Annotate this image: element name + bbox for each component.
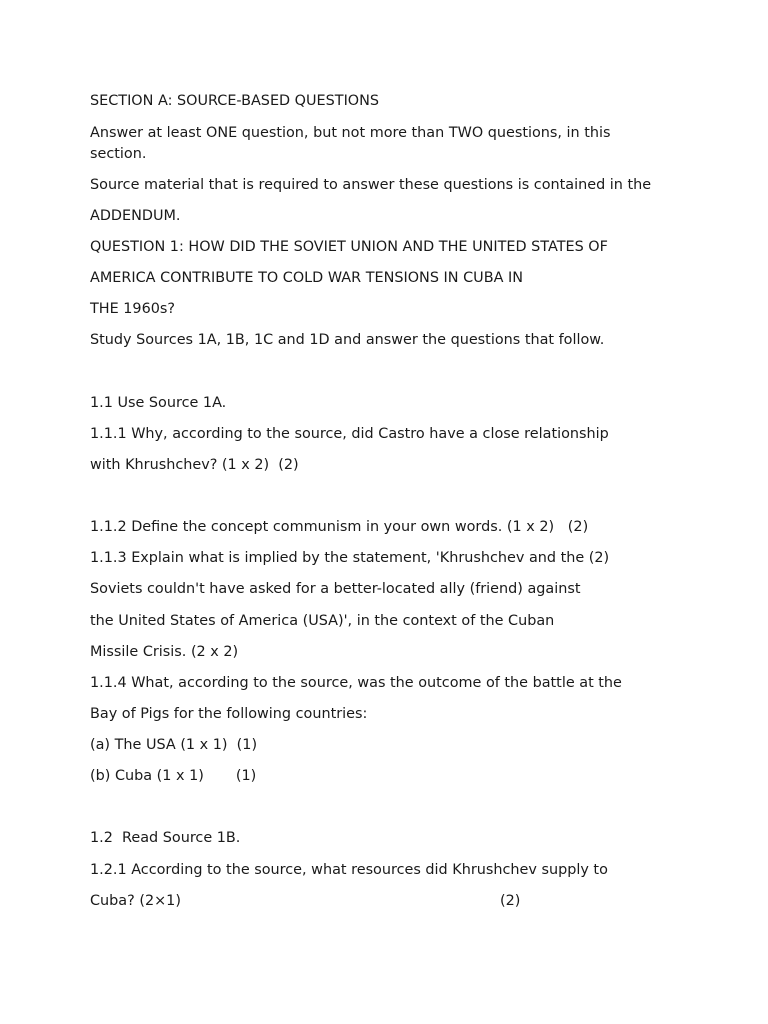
q1-1-3-line-3: the United States of America (USA)', in the context of the Cuban bbox=[90, 613, 555, 629]
source-note-line-2: ADDENDUM. bbox=[90, 208, 181, 224]
q1-1-1-line-2: with Khrushchev? (1 x 2) (2) bbox=[90, 457, 299, 473]
q1-1-4-line-2: Bay of Pigs for the following countries: bbox=[90, 706, 368, 722]
q1-2-1-line-1: 1.2.1 According to the source, what resources did Khrushchev supply to bbox=[90, 862, 608, 878]
study-instruction: Study Sources 1A, 1B, 1C and 1D and answer the questions that follow. bbox=[90, 332, 605, 348]
q1-2-1-line-2: Cuba? (2×1) bbox=[90, 893, 181, 909]
q1-2-1-mark: (2) bbox=[500, 893, 521, 909]
q1-1-1-line-1: 1.1.1 Why, according to the source, did Castro have a close relationship bbox=[90, 426, 609, 442]
question-title-line-3: THE 1960s? bbox=[90, 301, 176, 317]
q1-2-heading: 1.2 Read Source 1B. bbox=[90, 830, 241, 846]
q1-1-2: 1.1.2 Define the concept communism in your own words. (1 x 2) (2) bbox=[90, 519, 589, 535]
question-title-line-2: AMERICA CONTRIBUTE TO COLD WAR TENSIONS IN CUBA IN bbox=[90, 270, 523, 286]
q1-1-4-b: (b) Cuba (1 x 1) (1) bbox=[90, 768, 257, 784]
q1-1-3-line-1: 1.1.3 Explain what is implied by the statement, 'Khrushchev and the (2) bbox=[90, 550, 610, 566]
instructions-text: Answer at least ONE question, but not more than TWO questions, in this section. bbox=[90, 125, 611, 162]
q1-1-3-line-4: Missile Crisis. (2 x 2) bbox=[90, 644, 239, 660]
source-note-line-1: Source material that is required to answer these questions is contained in the bbox=[90, 177, 652, 193]
q1-1-heading: 1.1 Use Source 1A. bbox=[90, 395, 227, 411]
q1-1-3-line-2: Soviets couldn't have asked for a better-located ally (friend) against bbox=[90, 581, 581, 597]
section-heading: SECTION A: SOURCE-BASED QUESTIONS bbox=[90, 93, 380, 109]
q1-1-4-a: (a) The USA (1 x 1) (1) bbox=[90, 737, 258, 753]
q1-1-4-line-1: 1.1.4 What, according to the source, was the outcome of the battle at the bbox=[90, 675, 622, 691]
question-title-line-1: QUESTION 1: HOW DID THE SOVIET UNION AND THE UNITED STATES OF bbox=[90, 239, 608, 255]
